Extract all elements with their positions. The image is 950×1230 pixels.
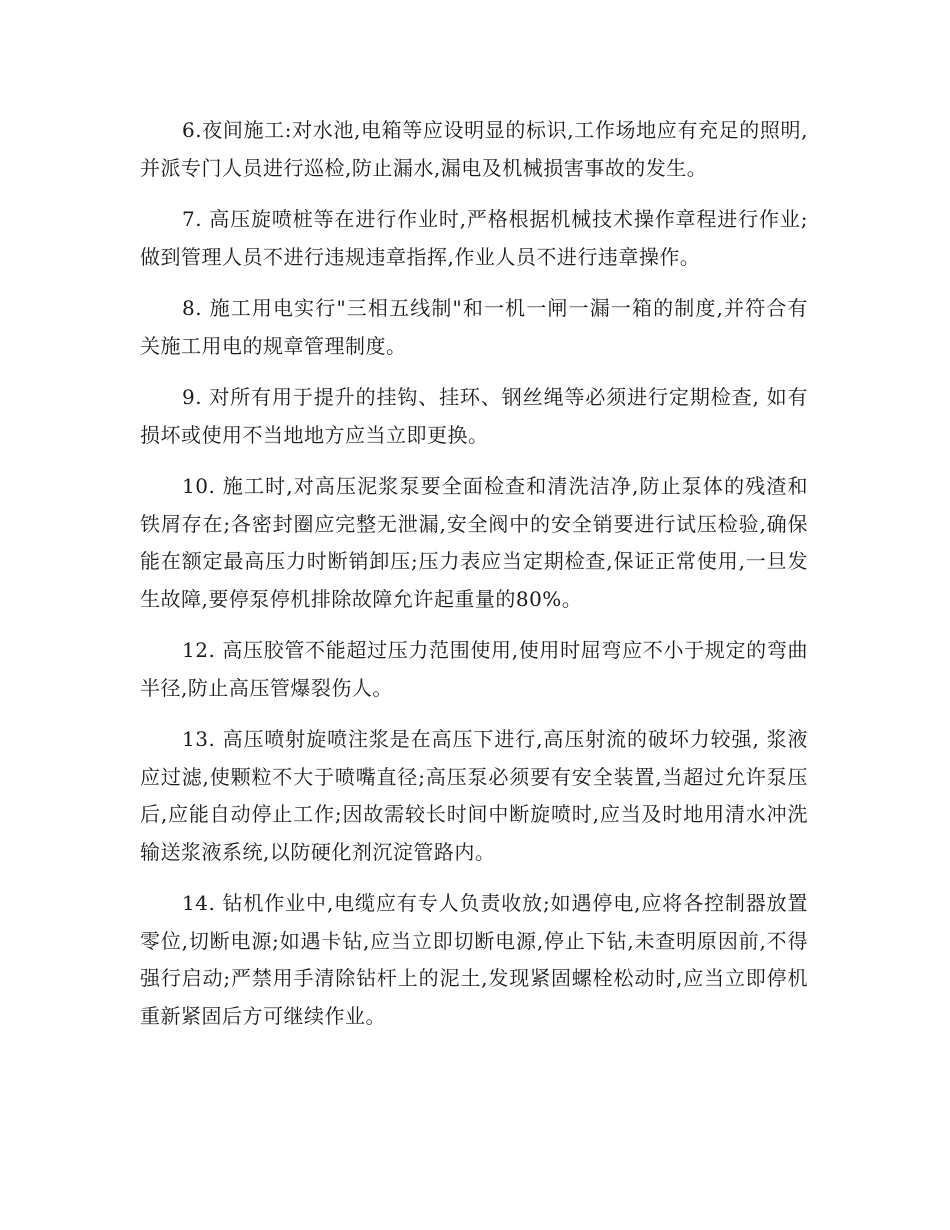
document-body <box>140 112 808 1049</box>
paragraph-item-9: 9. 对所有用于提升的挂钩、挂环、钢丝绳等必须进行定期检查, 如有损坏或使用不当地地方应当立即更换。 <box>140 385 808 447</box>
paragraph-item-12: 12. 高压胶管不能超过压力范围使用,使用时屈弯应不小于规定的弯曲半径,防止高压管爆裂伤人。 <box>140 638 808 700</box>
paragraph-item-6: 6.夜间施工:对水池,电箱等应设明显的标识,工作场地应有充足的照明, 并派专门人员进行巡检,防止漏水,漏电及机械损害事故的发生。 <box>140 118 808 180</box>
paragraph-item-10: 10. 施工时,对高压泥浆泵要全面检查和清洗洁净,防止泵体的残渣和铁屑存在;各密封圈应完整无泄漏,安全阀中的安全销要进行试压检验,确保能在额定最高压力时断销卸压;压力表应当定期检查,保证正常使用,一旦发生故障,要停泵停机排除故障允许起重量的80%。 <box>140 474 808 611</box>
paragraph-item-13: 13. 高压喷射旋喷注浆是在高压下进行,高压射流的破坏力较强, 浆液应过滤,使颗粒不大于喷嘴直径;高压泵必须要有安全装置,当超过允许泵压后,应能自动停止工作;因故需较长时间中断旋喷时,应当及时地用清水冲洗输送浆液系统,以防硬化剂沉淀管路内。 <box>140 727 808 864</box>
paragraph-item-8: 8. 施工用电实行"三相五线制"和一机一闸一漏一箱的制度,并符合有关施工用电的规章管理制度。 <box>140 296 808 358</box>
paragraph-item-7: 7. 高压旋喷桩等在进行作业时,严格根据机械技术操作章程进行作业;做到管理人员不进行违规违章指挥,作业人员不进行违章操作。 <box>140 207 808 269</box>
paragraph-item-14: 14. 钻机作业中,电缆应有专人负责收放;如遇停电,应将各控制器放置零位,切断电源;如遇卡钻,应当立即切断电源,停止下钻,未查明原因前,不得强行启动;严禁用手清除钻杆上的泥土,发现紧固螺栓松动时,应当立即停机重新紧固后方可继续作业。 <box>140 891 808 1028</box>
